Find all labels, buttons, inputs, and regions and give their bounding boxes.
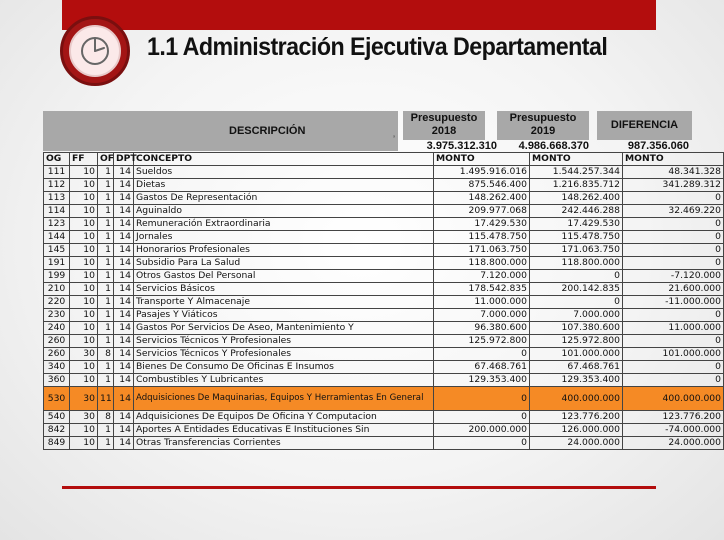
concepto-cell: Otros Gastos Del Personal — [134, 270, 434, 283]
col-monto-2019: MONTO — [530, 153, 623, 166]
monto-2019-cell: 0 — [530, 296, 623, 309]
ff-cell: 10 — [70, 296, 98, 309]
monto-2018-cell: 0 — [434, 437, 530, 450]
table-row — [44, 244, 724, 257]
og-cell: 111 — [44, 166, 70, 179]
table-row — [44, 166, 724, 179]
diferencia-cell: 0 — [623, 218, 724, 231]
description-header — [43, 111, 398, 151]
total-2019: 4.986.668.370 — [518, 140, 589, 152]
dpt-cell: 14 — [114, 283, 134, 296]
monto-2019-cell: 0 — [530, 270, 623, 283]
monto-2018-cell: 178.542.835 — [434, 283, 530, 296]
of-cell: 1 — [98, 218, 114, 231]
concepto-cell: Remuneración Extraordinaria — [134, 218, 434, 231]
clock-icon — [78, 34, 112, 68]
diferencia-cell: -7.120.000 — [623, 270, 724, 283]
col-ff: FF — [70, 153, 98, 166]
table-row — [44, 335, 724, 348]
concepto-cell: Adquisiciones De Maquinarias, Equipos Y Herramientas En General — [134, 387, 434, 411]
of-cell: 1 — [98, 322, 114, 335]
ff-cell: 10 — [70, 244, 98, 257]
og-cell: 191 — [44, 257, 70, 270]
monto-2018-cell: 0 — [434, 348, 530, 361]
budget-2019-header: Presupuesto 2019 — [497, 111, 589, 140]
monto-2019-cell: 123.776.200 — [530, 411, 623, 424]
og-cell: 199 — [44, 270, 70, 283]
table-row — [44, 424, 724, 437]
diferencia-cell: 0 — [623, 244, 724, 257]
dpt-cell: 14 — [114, 335, 134, 348]
col-dpt: DPT — [114, 153, 134, 166]
table-row — [44, 283, 724, 296]
og-cell: 230 — [44, 309, 70, 322]
og-cell: 360 — [44, 374, 70, 387]
monto-2019-cell: 126.000.000 — [530, 424, 623, 437]
monto-2018-cell: 209.977.068 — [434, 205, 530, 218]
monto-2019-cell: 148.262.400 — [530, 192, 623, 205]
monto-2018-cell: 7.000.000 — [434, 309, 530, 322]
og-cell: 220 — [44, 296, 70, 309]
og-cell: 240 — [44, 322, 70, 335]
og-cell: 540 — [44, 411, 70, 424]
concepto-cell: Sueldos — [134, 166, 434, 179]
concepto-cell: Aportes A Entidades Educativas E Instituciones Sin — [134, 424, 434, 437]
og-cell: 530 — [44, 387, 70, 411]
diferencia-cell: 123.776.200 — [623, 411, 724, 424]
table-row — [44, 361, 724, 374]
monto-2018-cell: 1.495.916.016 — [434, 166, 530, 179]
ff-cell: 10 — [70, 231, 98, 244]
of-cell: 1 — [98, 424, 114, 437]
dpt-cell: 14 — [114, 387, 134, 411]
concepto-cell: Combustibles Y Lubricantes — [134, 374, 434, 387]
table-row — [44, 257, 724, 270]
og-cell: 144 — [44, 231, 70, 244]
ff-cell: 10 — [70, 166, 98, 179]
concepto-cell: Jornales — [134, 231, 434, 244]
concepto-cell: Gastos Por Servicios De Aseo, Mantenimiento Y — [134, 322, 434, 335]
monto-2018-cell: 0 — [434, 387, 530, 411]
table-row — [44, 309, 724, 322]
concepto-cell: Aguinaldo — [134, 205, 434, 218]
diferencia-cell: 0 — [623, 374, 724, 387]
og-cell: 145 — [44, 244, 70, 257]
col-of: OF — [98, 153, 114, 166]
tick-mark: ’ — [393, 134, 395, 144]
monto-2019-cell: 400.000.000 — [530, 387, 623, 411]
dpt-cell: 14 — [114, 218, 134, 231]
concepto-cell: Otras Transferencias Corrientes — [134, 437, 434, 450]
of-cell: 1 — [98, 205, 114, 218]
of-cell: 1 — [98, 283, 114, 296]
ff-cell: 10 — [70, 179, 98, 192]
monto-2019-cell: 17.429.530 — [530, 218, 623, 231]
diferencia-cell: 32.469.220 — [623, 205, 724, 218]
dpt-cell: 14 — [114, 270, 134, 283]
ff-cell: 10 — [70, 283, 98, 296]
of-cell: 8 — [98, 348, 114, 361]
monto-2018-cell: 0 — [434, 411, 530, 424]
table-row — [44, 270, 724, 283]
top-accent-bar — [62, 0, 656, 30]
concepto-cell: Dietas — [134, 179, 434, 192]
difference-header: DIFERENCIA — [597, 111, 692, 140]
monto-2019-cell: 118.800.000 — [530, 257, 623, 270]
of-cell: 1 — [98, 257, 114, 270]
og-cell: 849 — [44, 437, 70, 450]
budget-table — [43, 152, 724, 450]
of-cell: 1 — [98, 244, 114, 257]
ff-cell: 10 — [70, 437, 98, 450]
ff-cell: 10 — [70, 322, 98, 335]
total-difference: 987.356.060 — [627, 140, 689, 152]
ff-cell: 10 — [70, 309, 98, 322]
description-header-label: DESCRIPCIÓN — [229, 125, 306, 137]
monto-2019-cell: 200.142.835 — [530, 283, 623, 296]
diferencia-cell: 341.289.312 — [623, 179, 724, 192]
dpt-cell: 14 — [114, 411, 134, 424]
monto-2019-cell: 129.353.400 — [530, 374, 623, 387]
table-row — [44, 231, 724, 244]
concepto-cell: Adquisiciones De Equipos De Oficina Y Computacion — [134, 411, 434, 424]
clock-face — [69, 25, 121, 77]
dpt-cell: 14 — [114, 166, 134, 179]
concepto-cell: Servicios Técnicos Y Profesionales — [134, 348, 434, 361]
monto-2019-cell: 67.468.761 — [530, 361, 623, 374]
dpt-cell: 14 — [114, 192, 134, 205]
ff-cell: 30 — [70, 387, 98, 411]
dpt-cell: 14 — [114, 322, 134, 335]
dpt-cell: 14 — [114, 348, 134, 361]
total-2018: 3.975.312.310 — [426, 140, 497, 152]
og-cell: 260 — [44, 348, 70, 361]
og-cell: 260 — [44, 335, 70, 348]
of-cell: 1 — [98, 270, 114, 283]
monto-2019-cell: 242.446.288 — [530, 205, 623, 218]
monto-2019-cell: 1.544.257.344 — [530, 166, 623, 179]
monto-2019-cell: 107.380.600 — [530, 322, 623, 335]
page-title: 1.1 Administración Ejecutiva Departamental — [147, 33, 608, 61]
monto-2018-cell: 118.800.000 — [434, 257, 530, 270]
diferencia-cell: 0 — [623, 335, 724, 348]
col-concepto: CONCEPTO — [134, 153, 434, 166]
monto-2018-cell: 17.429.530 — [434, 218, 530, 231]
diferencia-cell: -74.000.000 — [623, 424, 724, 437]
concepto-cell: Servicios Técnicos Y Profesionales — [134, 335, 434, 348]
monto-2018-cell: 11.000.000 — [434, 296, 530, 309]
ff-cell: 30 — [70, 348, 98, 361]
table-row — [44, 374, 724, 387]
table-row — [44, 322, 724, 335]
dpt-cell: 14 — [114, 244, 134, 257]
diferencia-cell: 0 — [623, 309, 724, 322]
monto-2018-cell: 148.262.400 — [434, 192, 530, 205]
of-cell: 1 — [98, 361, 114, 374]
diferencia-cell: 400.000.000 — [623, 387, 724, 411]
diferencia-cell: 0 — [623, 361, 724, 374]
dpt-cell: 14 — [114, 361, 134, 374]
table-row — [44, 411, 724, 424]
og-cell: 113 — [44, 192, 70, 205]
monto-2019-cell: 125.972.800 — [530, 335, 623, 348]
monto-2018-cell: 875.546.400 — [434, 179, 530, 192]
diferencia-cell: 21.600.000 — [623, 283, 724, 296]
of-cell: 1 — [98, 166, 114, 179]
monto-2019-cell: 7.000.000 — [530, 309, 623, 322]
dpt-cell: 14 — [114, 231, 134, 244]
of-cell: 1 — [98, 231, 114, 244]
ff-cell: 10 — [70, 218, 98, 231]
concepto-cell: Honorarios Profesionales — [134, 244, 434, 257]
column-header-row — [44, 153, 724, 166]
monto-2018-cell: 96.380.600 — [434, 322, 530, 335]
diferencia-cell: -11.000.000 — [623, 296, 724, 309]
budget-2018-header: Presupuesto 2018 — [403, 111, 485, 140]
col-monto-diferencia: MONTO — [623, 153, 724, 166]
ff-cell: 10 — [70, 361, 98, 374]
table-row — [44, 205, 724, 218]
ff-cell: 10 — [70, 257, 98, 270]
dpt-cell: 14 — [114, 424, 134, 437]
diferencia-cell: 0 — [623, 257, 724, 270]
monto-2018-cell: 67.468.761 — [434, 361, 530, 374]
concepto-cell: Transporte Y Almacenaje — [134, 296, 434, 309]
monto-2018-cell: 7.120.000 — [434, 270, 530, 283]
og-cell: 340 — [44, 361, 70, 374]
of-cell: 1 — [98, 437, 114, 450]
of-cell: 1 — [98, 374, 114, 387]
bottom-accent-line — [62, 486, 656, 489]
monto-2018-cell: 200.000.000 — [434, 424, 530, 437]
monto-2019-cell: 101.000.000 — [530, 348, 623, 361]
diferencia-cell: 11.000.000 — [623, 322, 724, 335]
diferencia-cell: 0 — [623, 192, 724, 205]
of-cell: 8 — [98, 411, 114, 424]
monto-2018-cell: 115.478.750 — [434, 231, 530, 244]
diferencia-cell: 101.000.000 — [623, 348, 724, 361]
monto-2018-cell: 171.063.750 — [434, 244, 530, 257]
ff-cell: 10 — [70, 270, 98, 283]
ff-cell: 10 — [70, 192, 98, 205]
table-row — [44, 387, 724, 411]
table-row — [44, 348, 724, 361]
og-cell: 123 — [44, 218, 70, 231]
monto-2019-cell: 171.063.750 — [530, 244, 623, 257]
ff-cell: 10 — [70, 205, 98, 218]
og-cell: 842 — [44, 424, 70, 437]
monto-2019-cell: 115.478.750 — [530, 231, 623, 244]
og-cell: 210 — [44, 283, 70, 296]
dpt-cell: 14 — [114, 309, 134, 322]
of-cell: 1 — [98, 192, 114, 205]
ff-cell: 10 — [70, 424, 98, 437]
dpt-cell: 14 — [114, 296, 134, 309]
ff-cell: 30 — [70, 411, 98, 424]
og-cell: 112 — [44, 179, 70, 192]
dpt-cell: 14 — [114, 374, 134, 387]
monto-2019-cell: 24.000.000 — [530, 437, 623, 450]
diferencia-cell: 24.000.000 — [623, 437, 724, 450]
table-row — [44, 437, 724, 450]
monto-2018-cell: 129.353.400 — [434, 374, 530, 387]
of-cell: 1 — [98, 309, 114, 322]
diferencia-cell: 48.341.328 — [623, 166, 724, 179]
concepto-cell: Bienes De Consumo De Oficinas E Insumos — [134, 361, 434, 374]
monto-2018-cell: 125.972.800 — [434, 335, 530, 348]
of-cell: 1 — [98, 179, 114, 192]
og-cell: 114 — [44, 205, 70, 218]
concepto-cell: Pasajes Y Viáticos — [134, 309, 434, 322]
table-row — [44, 192, 724, 205]
concepto-cell: Gastos De Representación — [134, 192, 434, 205]
dpt-cell: 14 — [114, 437, 134, 450]
col-og: OG — [44, 153, 70, 166]
diferencia-cell: 0 — [623, 231, 724, 244]
concepto-cell: Servicios Básicos — [134, 283, 434, 296]
table-row — [44, 179, 724, 192]
of-cell: 1 — [98, 335, 114, 348]
ff-cell: 10 — [70, 335, 98, 348]
of-cell: 11 — [98, 387, 114, 411]
col-monto-2018: MONTO — [434, 153, 530, 166]
of-cell: 1 — [98, 296, 114, 309]
clock-badge — [60, 16, 130, 86]
dpt-cell: 14 — [114, 179, 134, 192]
ff-cell: 10 — [70, 374, 98, 387]
table-row — [44, 218, 724, 231]
dpt-cell: 14 — [114, 205, 134, 218]
dpt-cell: 14 — [114, 257, 134, 270]
table-row — [44, 296, 724, 309]
monto-2019-cell: 1.216.835.712 — [530, 179, 623, 192]
concepto-cell: Subsidio Para La Salud — [134, 257, 434, 270]
